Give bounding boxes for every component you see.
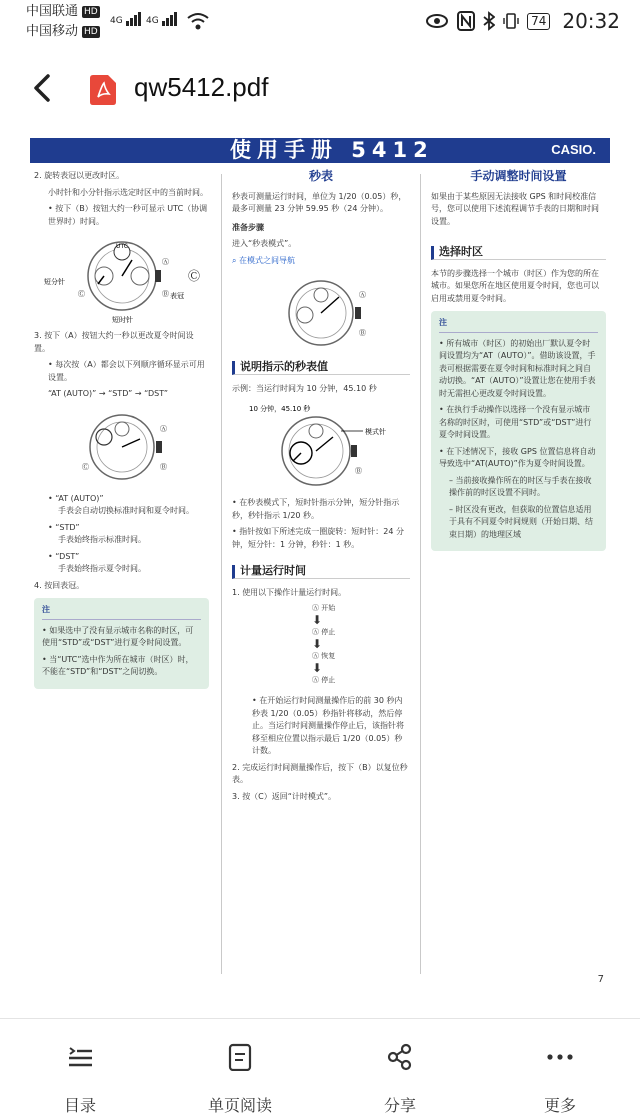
crown-label: 表冠 [169,292,184,300]
brand-logo: CASIO. [551,142,596,157]
example-text: 示例：当运行时间为 10 分钟，45.10 秒 [232,383,377,393]
arrow-down-icon: ⬇ [312,637,323,651]
clock-time: 20:32 [562,9,620,33]
app-toolbar [0,44,640,134]
carrier-1: 中国联通 HD [26,4,98,19]
nav-label: 分享 [383,1096,416,1115]
svg-text:Ⓐ: Ⓐ [161,258,169,266]
column-divider [221,174,222,974]
svg-text:Ⓑ: Ⓑ [359,329,366,337]
note-item: • 在执行手动操作以选择一个没有显示城市名称的时区时，可使用“STD”或“DST”进行夏令时间设置。 [439,404,598,442]
svg-text:Ⓐ: Ⓐ [159,424,167,433]
carrier-2: 中国移动 HD [26,24,98,39]
option-auto-desc: 手表会自动切换标准时间和夏令时间。 [58,506,194,515]
battery-icon: 74 [527,13,550,30]
file-name: qw5412.pdf [134,72,269,102]
more-button[interactable] [480,1019,640,1115]
mode-hand-label: 模式针 [365,428,386,436]
arrow-down-icon: ⬇ [312,661,323,675]
note-box [431,311,606,551]
nav-label: 单页阅读 [207,1096,272,1115]
svg-text:Ⓑ: Ⓑ [159,462,167,471]
option-std: • “STD” [34,522,209,535]
option-auto: • “AT (AUTO)” [34,493,209,506]
manual-title: 使用手册 5412 [230,138,434,162]
note-item: • 所有城市（时区）的初始出厂默认夏令时间设置均为“AT（AUTO）”。借助该设置，手表可根据需要在夏令时间和标准时间之间自动切换。“AT（AUTO）”设置让您在使用手表时无需担心更改夏令时间设置。 [439,338,598,401]
subsection-title: 计量运行时间 [232,565,410,579]
watch-diagram-4 [241,401,401,491]
note-item: • 当“UTC”选中作为所在城市（时区）时，不能在“STD”和“DST”之间切换。 [42,654,201,679]
option-dst: • “DST” [34,551,209,564]
svg-text:Ⓒ: Ⓒ [81,462,89,471]
svg-text:Ⓐ: Ⓐ [359,291,366,299]
measure-step-2: 2. 完成运行时间测量操作后，按下（B）以复位秒表。 [232,762,408,784]
mode-navigation-link[interactable]: ⌕ 在模式之间导航 [232,255,296,265]
utc-label: UTC [115,243,128,250]
page-number: 7 [597,974,604,985]
list-icon [66,1043,94,1071]
subsection-title: 选择时区 [431,246,606,260]
wifi-icon [186,11,210,31]
eye-icon [425,13,449,29]
measure-step-3: 3. 按（C）返回“计时模式”。 [232,791,337,801]
operation-flow [312,603,410,685]
signal-2-icon: 4G [146,12,178,26]
note-subitem: – 当前接收操作所在的时区与手表在接收操作前的时区设置不同时。 [449,475,592,497]
note-title: 注 [42,604,201,620]
minute-hand-label: 短分针 [43,278,65,286]
manual-banner [30,138,610,163]
step-2-bullet: • 按下（B）按钮大约一秒可显示 UTC（协调世界时）时间。 [34,203,209,228]
note-subitem: – 时区没有更改，但获取的位置信息适用于具有不同夏令时间规则（开始日期、结束日期）的地理区域 [449,504,593,539]
timezone-desc: 本节的步骤选择一个城市（时区）作为您的所在城市。如果您所在地区使用夏令时间，您也可以启用或禁用夏令时间。 [431,268,599,303]
flow-step: Ⓐ 停止 [312,676,336,684]
nav-label: 目录 [63,1096,96,1115]
nav-label: 更多 [543,1096,576,1115]
bottom-toolbar [0,1018,640,1115]
document-icon [226,1043,254,1071]
hour-hand-label: 短时针 [111,316,133,324]
share-icon [386,1043,414,1071]
stopwatch-bullet: • 指针按如下所述完成一圈旋转：短时针：24 分钟，短分针：1 分钟，秒针：1 秒。 [232,526,410,551]
stopwatch-bullet: • 在秒表模式下，短时针指示分钟，短分针指示秒，秒针指示 1/20 秒。 [232,497,410,522]
vibrate-icon [503,11,519,31]
signal-1-icon: 4G [110,12,142,26]
column-2 [232,170,410,807]
svg-text:Ⓒ: Ⓒ [187,269,200,283]
manual-adjust-intro: 如果由于某些原因无法接收 GPS 和时间校准信号，您可以使用下述流程调节手表的日期和时间设置。 [431,191,599,226]
nfc-icon [457,11,475,31]
measure-step-1: 1. 使用以下操作计量运行时间。 [232,587,347,597]
more-icon [546,1043,574,1071]
share-button[interactable] [320,1019,480,1115]
back-arrow-icon[interactable] [28,70,58,106]
note-item: • 如果选中了没有显示城市名称的时区，可使用“STD”或“DST”进行夏令时间设置。 [42,625,201,650]
example-value-label: 10 分钟，45.10 秒 [249,405,311,413]
step-2-desc: 小时针和小分针指示选定时区中的当前时间。 [48,187,208,197]
prep-text: 进入“秒表模式”。 [232,239,297,248]
watch-diagram-1 [42,234,202,324]
prep-title: 准备步骤 [232,222,264,232]
note-item: • 在下述情况下，接收 GPS 位置信息将自动导致选中“AT(AUTO)”作为夏令时间设置。 [439,446,598,471]
catalog-button[interactable] [0,1019,160,1115]
note-title: 注 [439,317,598,333]
step-2: 2. 旋转表冠以更改时区。 [34,171,125,180]
column-3 [431,170,606,551]
flow-step: Ⓐ 开始 [312,604,336,612]
status-bar [0,0,640,44]
option-std-desc: 手表始终指示标准时间。 [58,535,146,544]
subsection-title: 说明指示的秒表值 [232,361,410,375]
pdf-file-icon [90,75,116,105]
arrow-down-icon: ⬇ [312,613,323,627]
svg-text:Ⓑ: Ⓑ [161,290,169,298]
flow-step: Ⓐ 恢复 [312,652,336,660]
flow-step: Ⓐ 停止 [312,628,336,636]
single-page-button[interactable] [160,1019,320,1115]
step-3: 3. 按下（A）按钮大约一秒以更改夏令时间设置。 [34,331,194,353]
watch-diagram-2 [52,407,192,487]
stopwatch-intro: 秒表可测量运行时间，单位为 1/20（0.05）秒，最多可测量 23 分钟 59.95 秒（24 分钟）。 [232,191,407,213]
pdf-page [0,134,640,1000]
svg-text:Ⓒ: Ⓒ [77,290,85,298]
column-divider [420,174,421,974]
setting-cycle: “AT (AUTO)” → “STD” → “DST” [48,389,169,398]
option-dst-desc: 手表始终指示夏令时间。 [58,564,146,573]
step-3-bullet: • 每次按（A）都会以下列顺序循环显示可用设置。 [34,359,209,384]
svg-text:Ⓑ: Ⓑ [355,467,362,475]
section-title-stopwatch: 秒表 [308,169,333,183]
bluetooth-icon [483,11,495,31]
column-1 [34,170,209,689]
measure-bullet: • 在开始运行时间测量操作后的前 30 秒内秒表 1/20（0.05）秒指针将移动，然后停止。当运行时间测量操作停止后，该指针将移至相应位置以指示最后 1/20（0.05）秒计数。 [232,695,410,758]
search-icon: ⌕ [232,255,237,265]
section-title-manual-adjust: 手动调整时间设置 [470,169,567,183]
watch-diagram-3 [251,273,391,353]
note-box [34,598,209,689]
step-4: 4. 按回表冠。 [34,580,85,590]
